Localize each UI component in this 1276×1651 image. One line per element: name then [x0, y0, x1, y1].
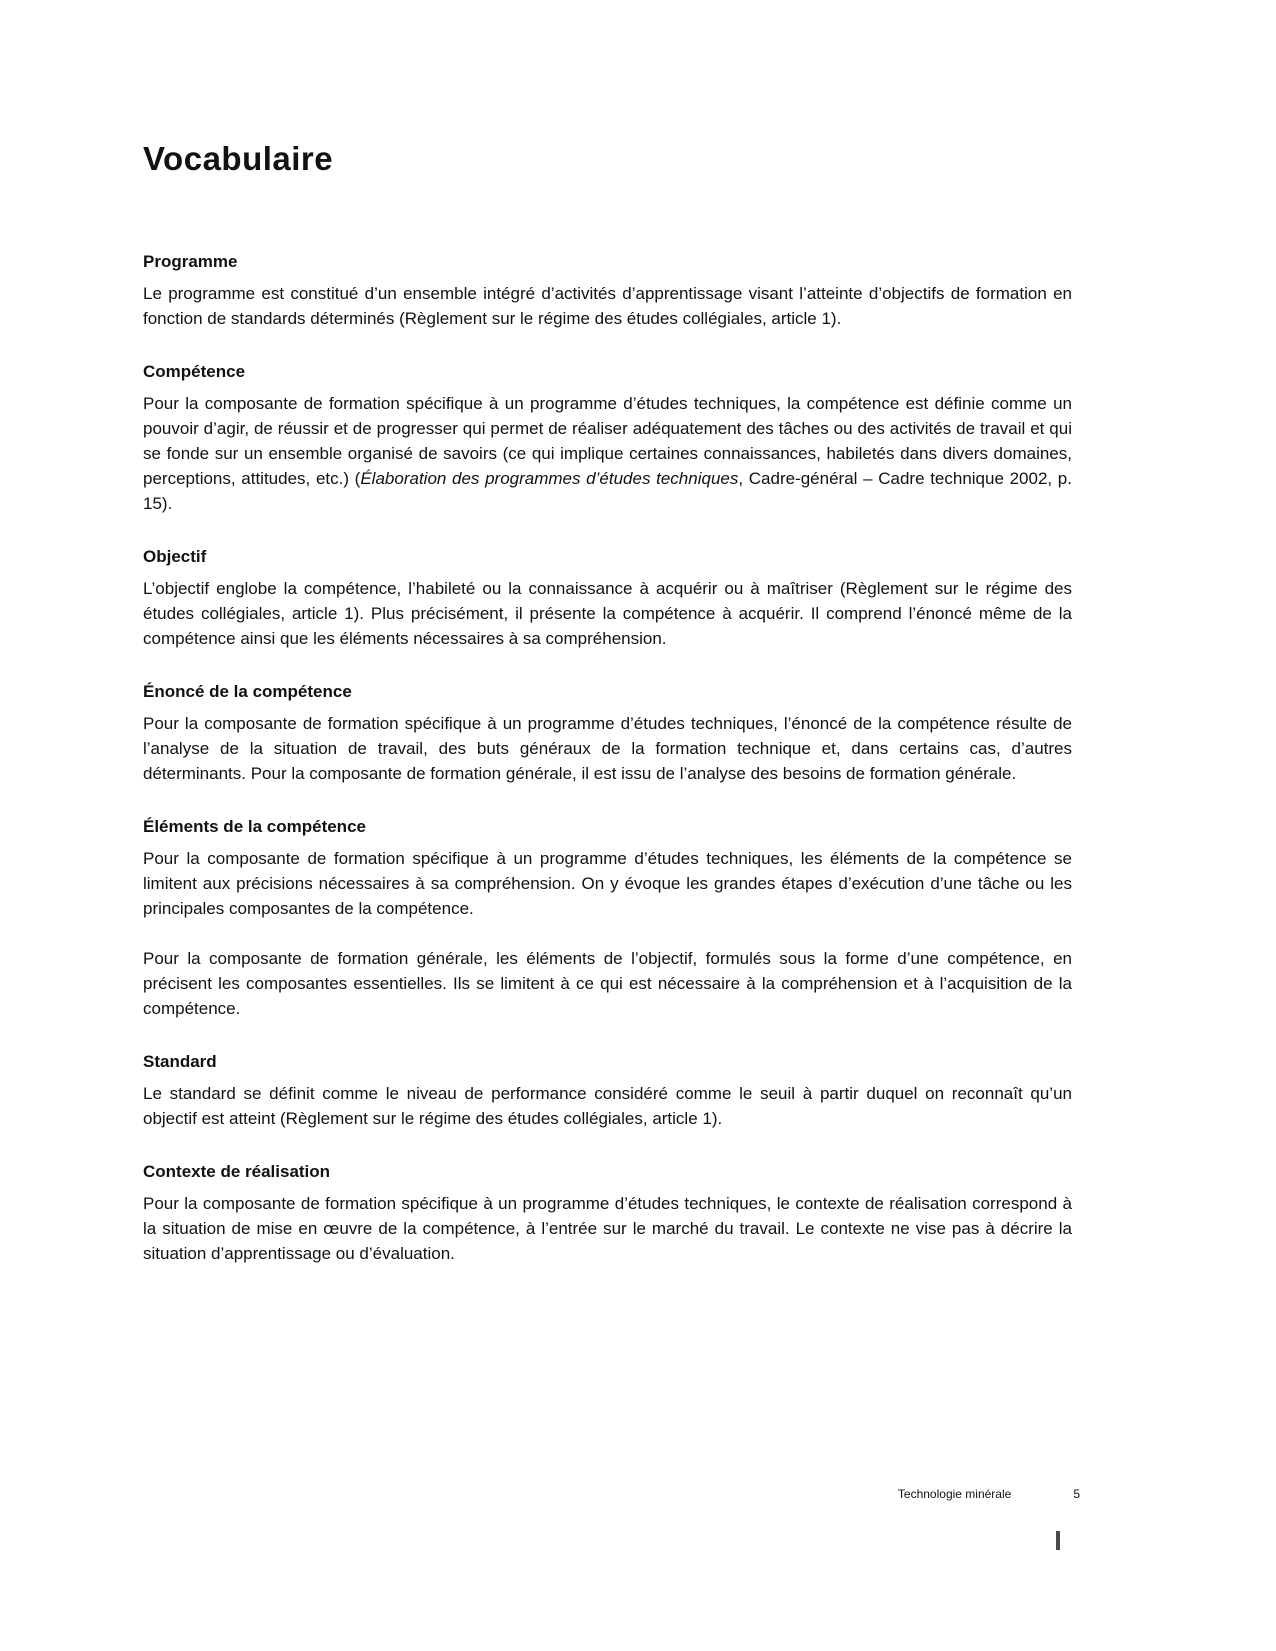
section-heading: Énoncé de la compétence: [143, 682, 352, 701]
section-paragraph: Pour la composante de formation spécifique à un programme d’études techniques, l’énoncé de la compétence résulte de l’analyse de la situation de travail, des buts généraux de la formation technique et, dans certains cas, d’autres déterminants. Pour la composante de formation générale, il est issu de l’analyse des besoins de formation générale.: [143, 714, 1072, 783]
section-paragraph: L’objectif englobe la compétence, l’habileté ou la connaissance à acquérir ou à maîtriser (Règlement sur le régime des études collégiales, article 1). Plus précisément, il présente la compétence à acquérir. Il comprend l’énoncé même de la compétence ainsi que les éléments nécessaires à sa compréhension.: [143, 579, 1072, 648]
section-heading: Éléments de la compétence: [143, 817, 366, 836]
footer-page-number: 5: [1073, 1487, 1080, 1501]
page-title: Vocabulaire: [143, 140, 334, 177]
section-heading: Compétence: [143, 362, 246, 381]
section-heading: Contexte de réalisation: [143, 1162, 331, 1181]
section-heading: Standard: [143, 1052, 217, 1071]
section-paragraph: Le programme est constitué d’un ensemble intégré d’activités d’apprentissage visant l’atteinte d’objectifs de formation en fonction de standards déterminés (Règlement sur le régime des études collégiales, article 1).: [143, 284, 1072, 328]
section-paragraph: Pour la composante de formation spécifique à un programme d’études techniques, les éléments de la compétence se limitent aux précisions nécessaires à sa compréhension. On y évoque les grandes étapes d’exécution d’une tâche ou les principales composantes de la compétence.: [143, 849, 1072, 918]
section-paragraph: Pour la composante de formation spécifique à un programme d’études techniques, le contexte de réalisation correspond à la situation de mise en œuvre de la compétence, à l’entrée sur le marché du travail. Le contexte ne vise pas à décrire la situation d’apprentissage ou d’évaluation.: [143, 1194, 1072, 1263]
footer-document-title: Technologie minérale: [897, 1487, 1012, 1501]
section-enonce-de-la-competence: [143, 682, 1072, 786]
section-contexte-de-realisation: [143, 1162, 1072, 1266]
paragraph-text: Pour la composante de formation spécifique à un programme d’études techniques, la compétence est définie comme un pouvoir d’agir, de réussir et de progresser qui permet de réaliser adéquatement des tâches ou des activités de travail et qui se fonde sur un ensemble organisé de savoirs (ce qui implique certaines connaissances, habiletés dans divers domaines, perceptions, attitudes, etc.) (: [143, 394, 1072, 488]
italic-citation: Élaboration des programmes d’études techniques: [360, 469, 739, 488]
section-paragraph: Pour la composante de formation générale, les éléments de l’objectif, formulés sous la forme d’une compétence, en précisent les composantes essentielles. Ils se limitent à ce qui est nécessaire à la compréhension et à l’acquisition de la compétence.: [143, 949, 1072, 1018]
section-heading: Programme: [143, 252, 238, 271]
section-heading: Objectif: [143, 547, 207, 566]
section-objectif: [143, 547, 1072, 651]
section-paragraph: Le standard se définit comme le niveau de performance considéré comme le seuil à partir duquel on reconnaît qu’un objectif est atteint (Règlement sur le régime des études collégiales, article 1).: [143, 1084, 1072, 1128]
section-competence: [143, 362, 1072, 516]
section-standard: [143, 1052, 1072, 1131]
section-programme: [143, 252, 1072, 331]
section-paragraph: [143, 391, 1072, 516]
section-elements-de-la-competence: [143, 817, 1072, 1021]
paragraph-text: , Cadre-général – Cadre technique 2002, p. 15).: [143, 469, 1072, 513]
page-footer: [898, 1487, 1080, 1501]
footer-tick-mark: [1056, 1531, 1060, 1550]
